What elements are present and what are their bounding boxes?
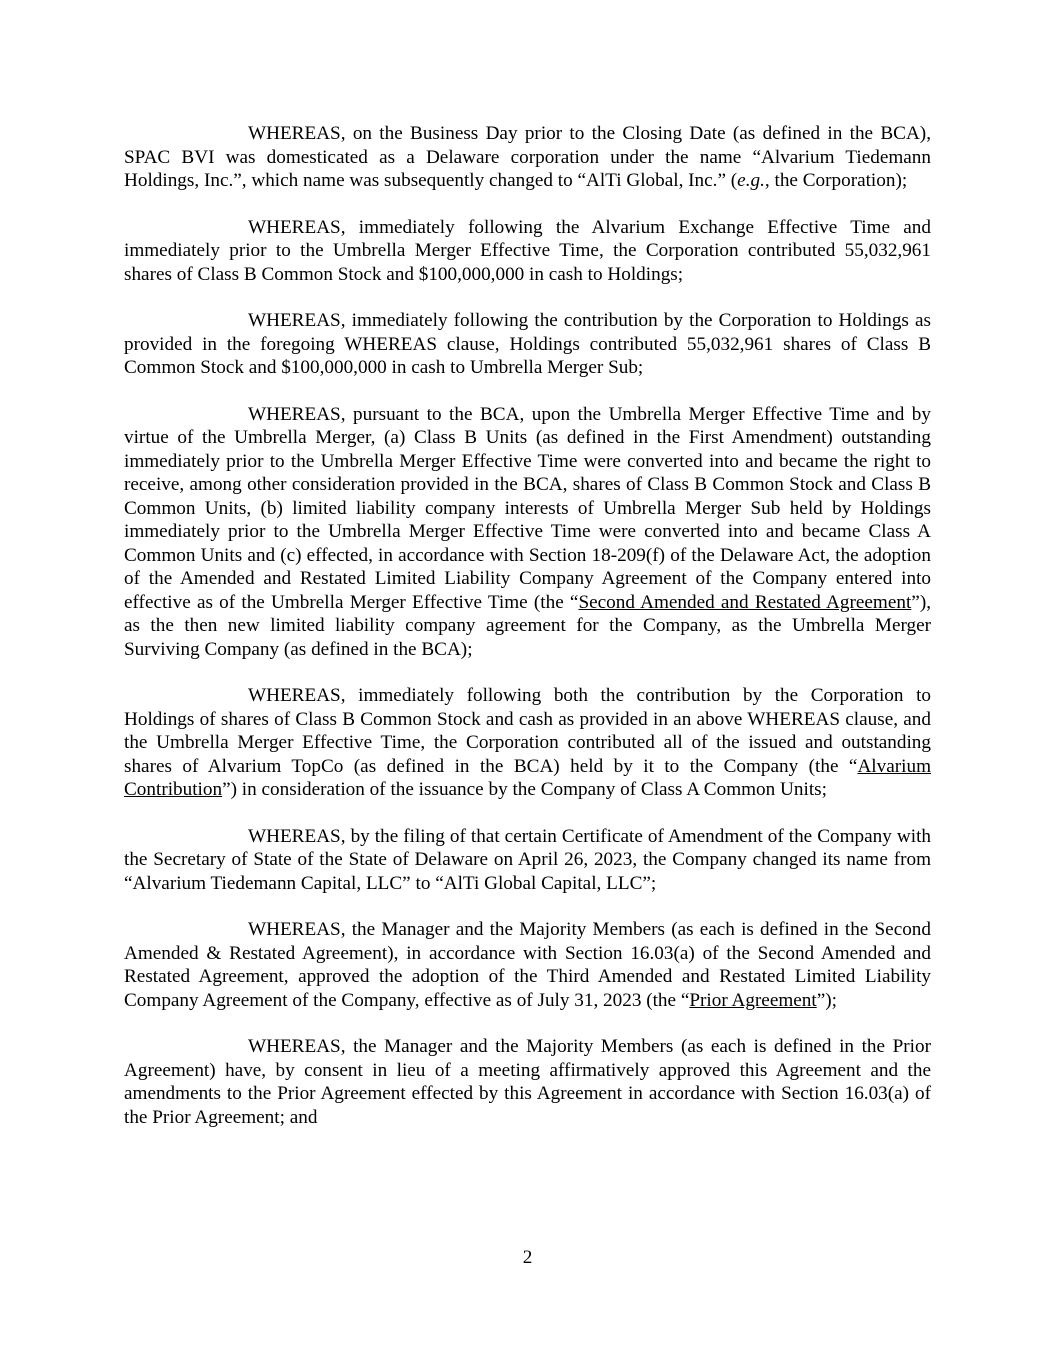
defined-term: Second Amended and Restated Agreement [578, 591, 912, 613]
whereas-paragraph-2 [124, 216, 931, 287]
whereas-paragraph-1 [124, 122, 931, 193]
paragraph-text: ”), as the then new limited liability company agreement for the Company, as the Umbrella Merger Surviving Company (as defined in the BCA); [124, 591, 931, 660]
whereas-paragraph-5 [124, 684, 931, 802]
paragraph-text: WHEREAS, immediately following both the contribution by the Corporation to Holdings of shares of Class B Common Stock and cash as provided in an above WHEREAS clause, and the Umbrella Merger Effective Time, the Corporation contributed all of the issued and outstanding shares of Alvarium TopCo (as defined in the BCA) held by it to the Company (the “ [124, 685, 931, 777]
whereas-paragraph-7 [124, 918, 931, 1012]
paragraph-text: WHEREAS, immediately following the Alvarium Exchange Effective Time and immediately prior to the Umbrella Merger Effective Time, the Corporation contributed 55,032,961 shares of Class B Common Stock and $100,000,000 in cash to Holdings; [124, 216, 931, 285]
whereas-paragraph-3 [124, 309, 931, 380]
paragraph-text: ”); [816, 989, 837, 1011]
paragraph-text: WHEREAS, pursuant to the BCA, upon the Umbrella Merger Effective Time and by virtue of the Umbrella Merger, (a) Class B Units (as defined in the First Amendment) outstanding immediately prior to the Umbrella Merger Effective Time were converted into and became the right to receive, among other consideration provided in the BCA, shares of Class B Common Stock and Class B Common Units, (b) limited liability company interests of Umbrella Merger Sub held by Holdings immediately prior to the Umbrella Merger Effective Time were converted into and became Class A Common Units and (c) effected, in accordance with Section 18-209(f) of the Delaware Act, the adoption of the Amended and Restated Limited Liability Company Agreement of the Company entered into effective as of the Umbrella Merger Effective Time (the “ [124, 403, 931, 613]
paragraph-text: WHEREAS, immediately following the contribution by the Corporation to Holdings as provided in the foregoing WHEREAS clause, Holdings contributed 55,032,961 shares of Class B Common Stock and $100,000,000 in cash to Umbrella Merger Sub; [124, 310, 931, 378]
defined-term: Alvarium Contribution [124, 755, 931, 800]
document-body [124, 122, 931, 1152]
page-number: 2 [522, 1247, 533, 1268]
paragraph-text: WHEREAS, the Manager and the Majority Members (as each is defined in the Second Amended & Restated Agreement), in accordance with Section 16.03(a) of the Second Amended and Restated Agreement, approved the adoption of the Third Amended and Restated Limited Liability Company Agreement of the Company, effective as of July 31, 2023 (the “ [124, 919, 931, 1011]
whereas-paragraph-6 [124, 825, 931, 896]
whereas-paragraph-4 [124, 403, 931, 662]
defined-term: Prior Agreement [689, 989, 817, 1011]
paragraph-text: , the Corporation); [764, 170, 908, 191]
paragraph-text: ”) in consideration of the issuance by the Company of Class A Common Units; [222, 779, 827, 800]
paragraph-text: WHEREAS, by the filing of that certain Certificate of Amendment of the Company with the Secretary of State of the State of Delaware on April 26, 2023, the Company changed its name from “Alvarium Tiedemann Capital, LLC” to “AlTi Global Capital, LLC”; [124, 825, 931, 894]
paragraph-text: WHEREAS, on the Business Day prior to the Closing Date (as defined in the BCA), SPAC BVI was domesticated as a Delaware corporation under the name “Alvarium Tiedemann Holdings, Inc.”, which name was subsequently changed to “AlTi Global, Inc.” ( [124, 123, 931, 191]
whereas-paragraph-8 [124, 1035, 931, 1129]
paragraph-text: WHEREAS, the Manager and the Majority Members (as each is defined in the Prior Agreement) have, by consent in lieu of a meeting affirmatively approved this Agreement and the amendments to the Prior Agreement effected by this Agreement in accordance with Section 16.03(a) of the Prior Agreement; and [124, 1036, 931, 1128]
italic-text: e.g. [737, 170, 765, 191]
